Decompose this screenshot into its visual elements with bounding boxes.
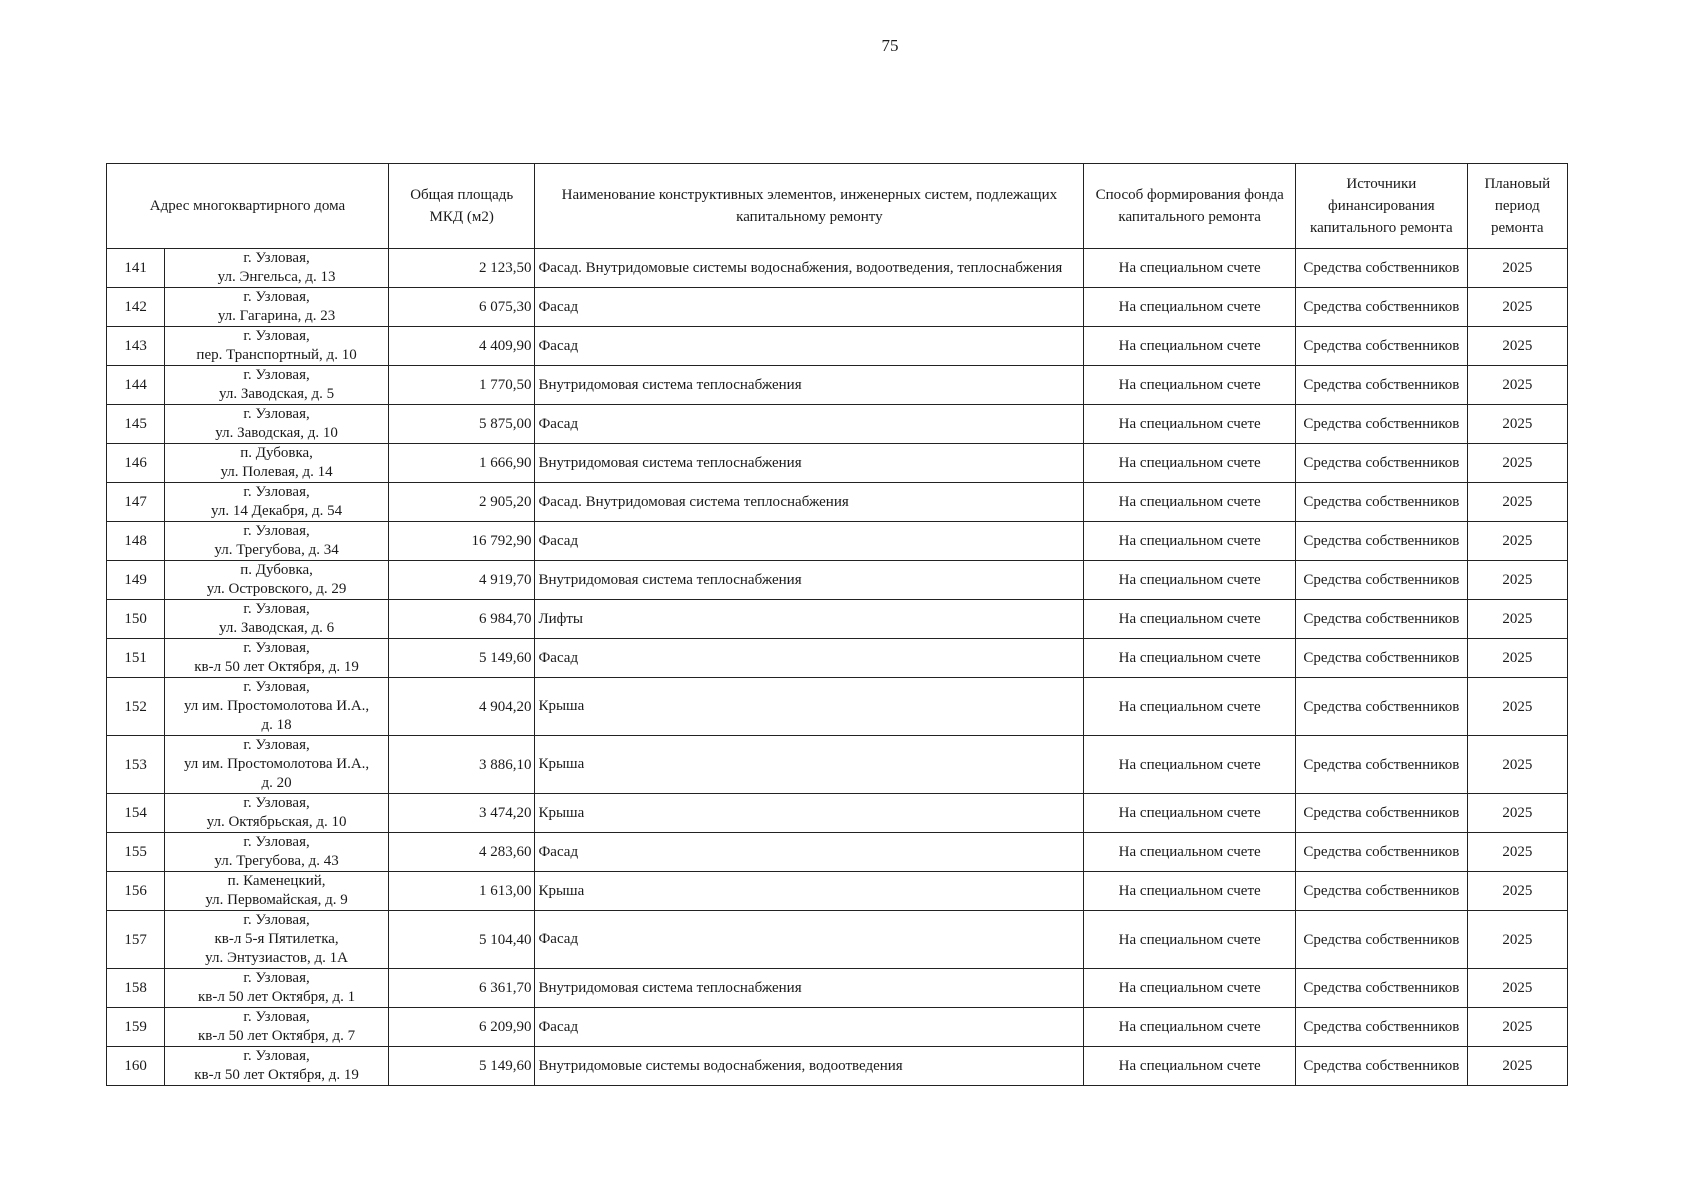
table-row (107, 366, 1568, 405)
row-address (165, 1008, 389, 1047)
address-line: ул. Заводская, д. 5 (219, 386, 335, 402)
table-row (107, 678, 1568, 736)
row-elements: Фасад (535, 639, 1084, 678)
row-number: 160 (107, 1047, 165, 1086)
address-line: кв-л 50 лет Октября, д. 7 (197, 1028, 356, 1044)
row-source: Средства собственников (1296, 911, 1468, 969)
row-period: 2025 (1467, 366, 1567, 405)
row-method: На специальном счете (1084, 405, 1296, 444)
row-address (165, 405, 389, 444)
row-number: 142 (107, 288, 165, 327)
row-source: Средства собственников (1296, 444, 1468, 483)
row-area: 4 409,90 (388, 327, 535, 366)
row-period: 2025 (1467, 327, 1567, 366)
header-elements: Наименование конструктивных элементов, инженерных систем, подлежащих капитальному ремонту (535, 164, 1084, 249)
row-method: На специальном счете (1084, 327, 1296, 366)
row-source: Средства собственников (1296, 327, 1468, 366)
row-period: 2025 (1467, 1008, 1567, 1047)
row-elements: Фасад (535, 1008, 1084, 1047)
row-number: 145 (107, 405, 165, 444)
row-number: 158 (107, 969, 165, 1008)
row-elements: Внутридомовые системы водоснабжения, водоотведения (535, 1047, 1084, 1086)
row-method: На специальном счете (1084, 366, 1296, 405)
row-address (165, 600, 389, 639)
row-source: Средства собственников (1296, 522, 1468, 561)
address-line: ул. Энгельса, д. 13 (217, 269, 336, 285)
row-method: На специальном счете (1084, 522, 1296, 561)
header-source: Источники финансирования капитального ремонта (1296, 164, 1468, 249)
page-number: 75 (881, 36, 899, 55)
row-number: 149 (107, 561, 165, 600)
row-method: На специальном счете (1084, 678, 1296, 736)
row-number: 147 (107, 483, 165, 522)
row-area: 3 886,10 (388, 736, 535, 794)
table-row (107, 1047, 1568, 1086)
row-source: Средства собственников (1296, 969, 1468, 1008)
row-area: 1 666,90 (388, 444, 535, 483)
row-elements: Внутридомовая система теплоснабжения (535, 969, 1084, 1008)
row-area: 1 770,50 (388, 366, 535, 405)
address-line: ул. Трегубова, д. 34 (214, 542, 339, 558)
row-address (165, 483, 389, 522)
address-line: ул им. Простомолотова И.А., (183, 698, 370, 714)
address-line: ул. Заводская, д. 6 (219, 620, 335, 636)
address-line: г. Узловая, (243, 795, 310, 811)
address-line: г. Узловая, (243, 328, 310, 344)
address-line: г. Узловая, (243, 367, 310, 383)
row-area: 1 613,00 (388, 872, 535, 911)
table-row (107, 444, 1568, 483)
row-source: Средства собственников (1296, 639, 1468, 678)
header-method: Способ формирования фонда капитального ремонта (1084, 164, 1296, 249)
row-method: На специальном счете (1084, 833, 1296, 872)
row-elements: Внутридомовая система теплоснабжения (535, 444, 1084, 483)
table-row (107, 600, 1568, 639)
row-source: Средства собственников (1296, 736, 1468, 794)
table-row (107, 483, 1568, 522)
row-address (165, 736, 389, 794)
address-line: г. Узловая, (243, 250, 310, 266)
row-address (165, 969, 389, 1008)
row-elements: Фасад (535, 522, 1084, 561)
address-line: ул. Трегубова, д. 43 (214, 853, 339, 869)
address-line: г. Узловая, (243, 406, 310, 422)
row-method: На специальном счете (1084, 794, 1296, 833)
address-line: ул. Первомайская, д. 9 (205, 892, 348, 908)
table-row (107, 327, 1568, 366)
row-area: 4 283,60 (388, 833, 535, 872)
row-source: Средства собственников (1296, 288, 1468, 327)
address-line: ул. Энтузиастов, д. 1А (205, 950, 348, 966)
table-row (107, 736, 1568, 794)
table-row (107, 522, 1568, 561)
row-method: На специальном счете (1084, 444, 1296, 483)
row-elements: Лифты (535, 600, 1084, 639)
row-address (165, 561, 389, 600)
table-row (107, 249, 1568, 288)
row-number: 156 (107, 872, 165, 911)
row-area: 5 875,00 (388, 405, 535, 444)
row-method: На специальном счете (1084, 969, 1296, 1008)
row-source: Средства собственников (1296, 600, 1468, 639)
row-number: 159 (107, 1008, 165, 1047)
header-period: Плановый период ремонта (1467, 164, 1567, 249)
row-source: Средства собственников (1296, 249, 1468, 288)
address-line: кв-л 50 лет Октября, д. 19 (194, 1067, 359, 1083)
row-method: На специальном счете (1084, 911, 1296, 969)
row-source: Средства собственников (1296, 794, 1468, 833)
row-period: 2025 (1467, 969, 1567, 1008)
address-line: г. Узловая, (243, 601, 310, 617)
row-address (165, 249, 389, 288)
row-period: 2025 (1467, 600, 1567, 639)
row-area: 5 104,40 (388, 911, 535, 969)
table-row (107, 561, 1568, 600)
row-source: Средства собственников (1296, 678, 1468, 736)
row-elements: Фасад (535, 833, 1084, 872)
row-period: 2025 (1467, 911, 1567, 969)
address-line: ул. 14 Декабря, д. 54 (211, 503, 343, 519)
row-address (165, 366, 389, 405)
table-row (107, 969, 1568, 1008)
row-source: Средства собственников (1296, 366, 1468, 405)
row-elements: Крыша (535, 678, 1084, 736)
address-line: г. Узловая, (243, 912, 310, 928)
row-period: 2025 (1467, 444, 1567, 483)
row-elements: Фасад. Внутридомовая система теплоснабжения (535, 483, 1084, 522)
row-elements: Фасад (535, 911, 1084, 969)
row-source: Средства собственников (1296, 833, 1468, 872)
header-row (107, 164, 1568, 249)
table-header (107, 164, 1568, 249)
row-area: 6 361,70 (388, 969, 535, 1008)
row-number: 144 (107, 366, 165, 405)
address-line: ул. Полевая, д. 14 (220, 464, 333, 480)
row-elements: Крыша (535, 736, 1084, 794)
row-period: 2025 (1467, 249, 1567, 288)
row-period: 2025 (1467, 794, 1567, 833)
address-line: д. 20 (261, 775, 292, 791)
address-line: г. Узловая, (243, 289, 310, 305)
row-address (165, 327, 389, 366)
row-source: Средства собственников (1296, 405, 1468, 444)
address-line: ул. Октябрьская, д. 10 (206, 814, 347, 830)
address-line: ул. Заводская, д. 10 (215, 425, 338, 441)
table-row (107, 911, 1568, 969)
row-method: На специальном счете (1084, 483, 1296, 522)
row-period: 2025 (1467, 288, 1567, 327)
row-number: 143 (107, 327, 165, 366)
row-area: 6 075,30 (388, 288, 535, 327)
table-row (107, 288, 1568, 327)
row-address (165, 833, 389, 872)
row-source: Средства собственников (1296, 872, 1468, 911)
row-period: 2025 (1467, 833, 1567, 872)
row-elements: Фасад. Внутридомовые системы водоснабжения, водоотведения, теплоснабжения (535, 249, 1084, 288)
address-line: г. Узловая, (243, 834, 310, 850)
row-elements: Внутридомовая система теплоснабжения (535, 366, 1084, 405)
row-method: На специальном счете (1084, 1008, 1296, 1047)
address-line: п. Каменецкий, (227, 873, 326, 889)
row-source: Средства собственников (1296, 561, 1468, 600)
address-line: г. Узловая, (243, 640, 310, 656)
row-address (165, 444, 389, 483)
row-area: 3 474,20 (388, 794, 535, 833)
address-line: кв-л 50 лет Октября, д. 1 (197, 989, 356, 1005)
row-address (165, 288, 389, 327)
row-source: Средства собственников (1296, 1047, 1468, 1086)
row-elements: Крыша (535, 794, 1084, 833)
row-period: 2025 (1467, 483, 1567, 522)
row-elements: Крыша (535, 872, 1084, 911)
row-area: 16 792,90 (388, 522, 535, 561)
row-area: 6 984,70 (388, 600, 535, 639)
row-source: Средства собственников (1296, 1008, 1468, 1047)
row-area: 4 904,20 (388, 678, 535, 736)
row-method: На специальном счете (1084, 1047, 1296, 1086)
row-method: На специальном счете (1084, 872, 1296, 911)
row-number: 152 (107, 678, 165, 736)
row-area: 4 919,70 (388, 561, 535, 600)
row-elements: Фасад (535, 288, 1084, 327)
row-address (165, 872, 389, 911)
row-period: 2025 (1467, 639, 1567, 678)
table-row (107, 405, 1568, 444)
row-address (165, 678, 389, 736)
address-line: п. Дубовка, (240, 445, 313, 461)
address-line: г. Узловая, (243, 970, 310, 986)
address-line: кв-л 5-я Пятилетка, (214, 931, 339, 947)
header-area: Общая площадь МКД (м2) (388, 164, 535, 249)
row-period: 2025 (1467, 1047, 1567, 1086)
address-line: г. Узловая, (243, 1009, 310, 1025)
row-address (165, 639, 389, 678)
address-line: г. Узловая, (243, 679, 310, 695)
row-method: На специальном счете (1084, 600, 1296, 639)
row-period: 2025 (1467, 736, 1567, 794)
row-number: 157 (107, 911, 165, 969)
table-body (107, 249, 1568, 1086)
capital-repair-table (106, 163, 1568, 1086)
address-line: ул. Островского, д. 29 (206, 581, 347, 597)
row-area: 6 209,90 (388, 1008, 535, 1047)
row-address (165, 794, 389, 833)
row-number: 146 (107, 444, 165, 483)
table-row (107, 794, 1568, 833)
address-line: ул им. Простомолотова И.А., (183, 756, 370, 772)
row-period: 2025 (1467, 561, 1567, 600)
row-method: На специальном счете (1084, 639, 1296, 678)
row-number: 153 (107, 736, 165, 794)
table-row (107, 1008, 1568, 1047)
header-address: Адрес многоквартирного дома (107, 164, 389, 249)
row-period: 2025 (1467, 872, 1567, 911)
address-line: кв-л 50 лет Октября, д. 19 (194, 659, 359, 675)
row-period: 2025 (1467, 522, 1567, 561)
row-address (165, 1047, 389, 1086)
row-address (165, 522, 389, 561)
row-area: 5 149,60 (388, 639, 535, 678)
table-row (107, 833, 1568, 872)
address-line: д. 18 (261, 717, 292, 733)
row-source: Средства собственников (1296, 483, 1468, 522)
address-line: г. Узловая, (243, 1048, 310, 1064)
row-method: На специальном счете (1084, 249, 1296, 288)
row-elements: Фасад (535, 327, 1084, 366)
row-number: 154 (107, 794, 165, 833)
address-line: г. Узловая, (243, 484, 310, 500)
table-row (107, 872, 1568, 911)
table-row (107, 639, 1568, 678)
row-elements: Фасад (535, 405, 1084, 444)
row-area: 2 905,20 (388, 483, 535, 522)
address-line: пер. Транспортный, д. 10 (196, 347, 357, 363)
address-line: г. Узловая, (243, 737, 310, 753)
row-method: На специальном счете (1084, 288, 1296, 327)
row-elements: Внутридомовая система теплоснабжения (535, 561, 1084, 600)
row-method: На специальном счете (1084, 736, 1296, 794)
row-period: 2025 (1467, 405, 1567, 444)
row-number: 148 (107, 522, 165, 561)
row-area: 5 149,60 (388, 1047, 535, 1086)
row-number: 141 (107, 249, 165, 288)
address-line: п. Дубовка, (240, 562, 313, 578)
row-number: 155 (107, 833, 165, 872)
address-line: г. Узловая, (243, 523, 310, 539)
row-address (165, 911, 389, 969)
row-number: 151 (107, 639, 165, 678)
row-number: 150 (107, 600, 165, 639)
address-line: ул. Гагарина, д. 23 (217, 308, 336, 324)
row-period: 2025 (1467, 678, 1567, 736)
row-area: 2 123,50 (388, 249, 535, 288)
row-method: На специальном счете (1084, 561, 1296, 600)
